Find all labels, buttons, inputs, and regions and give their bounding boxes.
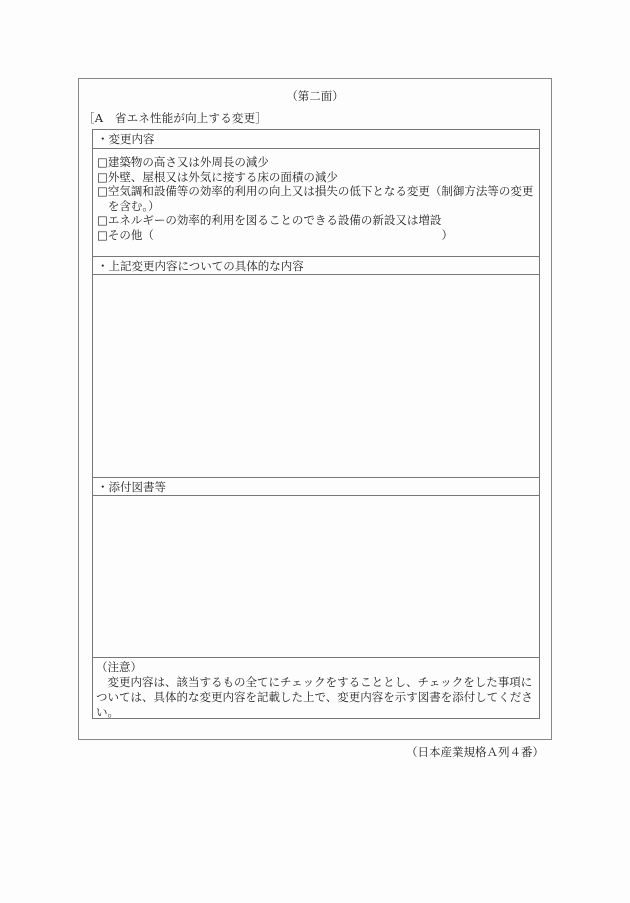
specific-details-field[interactable] bbox=[93, 275, 539, 477]
specific-details-header bbox=[93, 256, 539, 275]
checkbox-label: その他（ bbox=[107, 227, 154, 242]
attachments-field[interactable] bbox=[93, 496, 539, 657]
checkbox-icon[interactable]: □ bbox=[97, 169, 108, 184]
change-contents-label: ・変更内容 bbox=[97, 132, 155, 146]
specific-details-label: ・上記変更内容についての具体的な内容 bbox=[97, 259, 304, 273]
checkbox-item-envelope-area-reduction[interactable] bbox=[97, 170, 535, 185]
checkbox-label: エネルギーの効率的利用を図ることのできる設備の新設又は増設 bbox=[107, 213, 442, 227]
attachments-label: ・添付図書等 bbox=[97, 480, 166, 494]
notes-title: （注意） bbox=[96, 660, 142, 674]
checkbox-item-other[interactable] bbox=[97, 228, 535, 243]
form-table bbox=[92, 129, 540, 719]
other-close-paren: ） bbox=[441, 227, 453, 242]
checkbox-icon[interactable]: □ bbox=[97, 227, 108, 242]
attachments-header bbox=[93, 477, 539, 496]
checkbox-item-hvac-efficiency[interactable] bbox=[97, 184, 535, 213]
notes-body: 変更内容は、該当するもの全てにチェックをすることとし、チェックをした事項については、具体的な変更内容を記載した上で、変更内容を示す図書を添付してください。 bbox=[96, 675, 533, 719]
checkbox-item-new-equipment[interactable] bbox=[97, 213, 535, 228]
paper-size-label: （日本産業規格Ａ列４番） bbox=[406, 745, 544, 759]
page-label: （第二面） bbox=[286, 89, 344, 103]
checkbox-icon[interactable]: □ bbox=[97, 155, 108, 169]
checkbox-icon[interactable]: □ bbox=[97, 213, 108, 227]
notes-section bbox=[93, 657, 539, 720]
checkbox-item-height-reduction[interactable] bbox=[97, 155, 535, 170]
change-contents-header bbox=[93, 130, 539, 149]
checkbox-label: 外壁、屋根又は外気に接する床の面積の減少 bbox=[107, 169, 338, 184]
checkbox-label: 建築物の高さ又は外周長の減少 bbox=[107, 155, 269, 169]
section-title: ［A 省エネ性能が向上する変更］ bbox=[83, 111, 268, 125]
form-frame bbox=[78, 78, 552, 740]
checkbox-label: 空気調和設備等の効率的利用の向上又は損失の低下となる変更（制御方法等の変更を含む。） bbox=[107, 184, 534, 213]
checkbox-icon[interactable]: □ bbox=[97, 184, 108, 198]
change-contents-checklist bbox=[93, 149, 539, 242]
